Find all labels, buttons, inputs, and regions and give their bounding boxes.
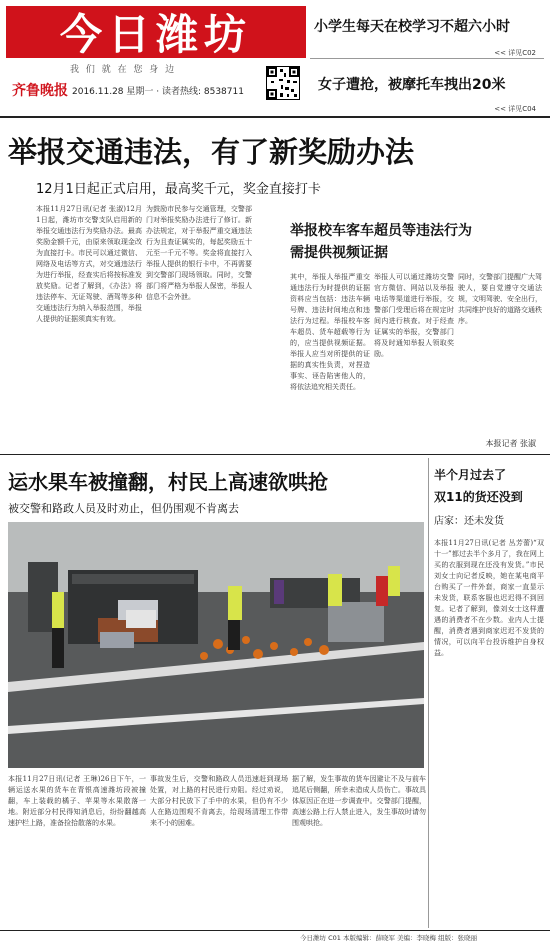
school-reporter: 本报记者 张淑 <box>485 439 536 448</box>
shopping-headline-1[interactable]: 半个月过去了 <box>434 468 507 482</box>
fruit-headline[interactable]: 运水果车被撞翻，村民上高速欲哄抢 <box>8 470 328 494</box>
teaser-headline-school[interactable]: 小学生每天在校学习不超六小时 <box>314 19 510 35</box>
school-col2: 举报人可以通过潍坊交警官方微信、网站以及举报电话等渠道进行举报，交警部门受理后将在规定时间内进行核查。对于经查证属实的举报，交警部门将及时通知举报人领取奖励。 <box>374 273 454 358</box>
slogan: 我 们 就 在 您 身 边 <box>70 65 177 75</box>
school-col1: 其中，举报人举报严重交通违法行为时提供的证据资料应当包括：违法车辆号牌、违法时间地点和违法行为过程。举报校车客车超员、货车超载等行为的，应当提供视频证据。举报人应当对所提供的证据的真实性负责，对捏造事实、诬告陷害他人的，将依法追究相关责任。 <box>290 273 370 391</box>
teaser-headline-robbery[interactable]: 女子遭抢，被摩托车拽出20米 <box>318 77 506 93</box>
lead-col1: 本报11月27日讯(记者 张淑)12月1日起，潍坊市交警支队启用新的举报交通违法行为奖励办法。最高奖励金额千元，由原来领取现金改为直接打卡。市民可以通过微信、网络及电话等方式，对交通违法行为进行举报，经查实后将按标准发放奖励。记者了解到，《办法》将违法停车、无证驾驶、酒驾等多种交通违法行为纳入举报范围，举报人提供的证据须真实有效。 <box>36 205 142 323</box>
lead-headline[interactable]: 举报交通违法，有了新奖励办法 <box>8 135 415 169</box>
fruit-truck-photo <box>8 522 424 768</box>
school-headline-2[interactable]: 需提供视频证据 <box>290 245 388 261</box>
logo-text: 今日潍坊 <box>59 10 252 59</box>
fruit-col1: 本报11月27日讯(记者 王琳)26日下午，一辆运送水果的货车在青银高速潍坊段被撞翻，车上装载的橘子、苹果等水果散落一地。附近部分村民得知消息后，纷纷翻越高速护栏上路，准备捡拾散落的水果。 <box>8 775 146 827</box>
fruit-subhead: 被交警和路政人员及时劝止，但仍围观不肯离去 <box>8 502 239 515</box>
date-line: 2016.11.28 星期一 · 读者热线: 8538711 <box>72 87 244 97</box>
teaser-ref-c04[interactable]: << 详见C04 <box>494 105 536 113</box>
section-rule <box>0 454 550 455</box>
fruit-col2: 事故发生后，交警和路政人员迅速赶到现场处置，对上路的村民进行劝阻。经过劝说，大部分村民放下了手中的水果，但仍有不少人在路边围观不肯离去，给现场清理工作带来不小的困难。 <box>150 775 288 827</box>
masthead-logo <box>6 6 306 58</box>
qr-code-icon <box>266 66 300 100</box>
shopping-headline-2[interactable]: 双11的货还没到 <box>434 490 523 504</box>
teaser-ref-c02[interactable]: << 详见C02 <box>494 49 536 57</box>
masthead-rule <box>0 116 550 118</box>
school-col3: 同时，交警部门提醒广大驾驶人，要自觉遵守交通法规，文明驾驶、安全出行，共同维护良好的道路交通秩序。 <box>458 273 542 325</box>
lead-col2: 为鼓励市民参与交通管理，交警部门对举报奖励办法进行了修订。新办法规定，对于举报严重交通违法行为且查证属实的，每起奖励五十元至一千元不等。奖金将直接打入举报人提供的银行卡中，不再需要到交警部门现场领取。同时，交警部门将严格为举报人保密，举报人信息不会外泄。 <box>146 205 252 301</box>
paper-name: 齐鲁晚报 <box>12 83 68 99</box>
school-headline-1[interactable]: 举报校车客车超员等违法行为 <box>290 223 472 239</box>
shopping-body: 本报11月27日讯(记者 丛芳蕾)“双十一”都过去半个多月了，我在网上买的衣服到现在还没有发货。”市民刘女士向记者反映，她在某电商平台购买了一件外套，商家一直显示未发货，联系客服也迟迟得不到回复。记者了解到，像刘女士这样遭遇的消费者不在少数。业内人士提醒，消费者遇到商家迟迟不发货的情况，可以向平台投诉维护自身权益。 <box>434 539 544 657</box>
fruit-col3: 据了解，发生事故的货车因避让不及与前车追尾后侧翻，所幸未造成人员伤亡。事故具体原因正在进一步调查中。交警部门提醒，高速公路上行人禁止进入，发生事故时请勿围观哄抢。 <box>292 775 426 827</box>
divider <box>310 58 544 59</box>
column-divider <box>428 458 429 928</box>
footer-rule <box>0 930 550 931</box>
shopping-subhead: 店家：还未发货 <box>434 516 504 527</box>
lead-subhead: 12月1日起正式启用，最高奖千元，奖金直接打卡 <box>36 182 321 197</box>
footer-info: 今日潍坊 C01 本版编辑：薛晓军 美编：李晓梅 组版：张晓丽 <box>300 934 478 942</box>
